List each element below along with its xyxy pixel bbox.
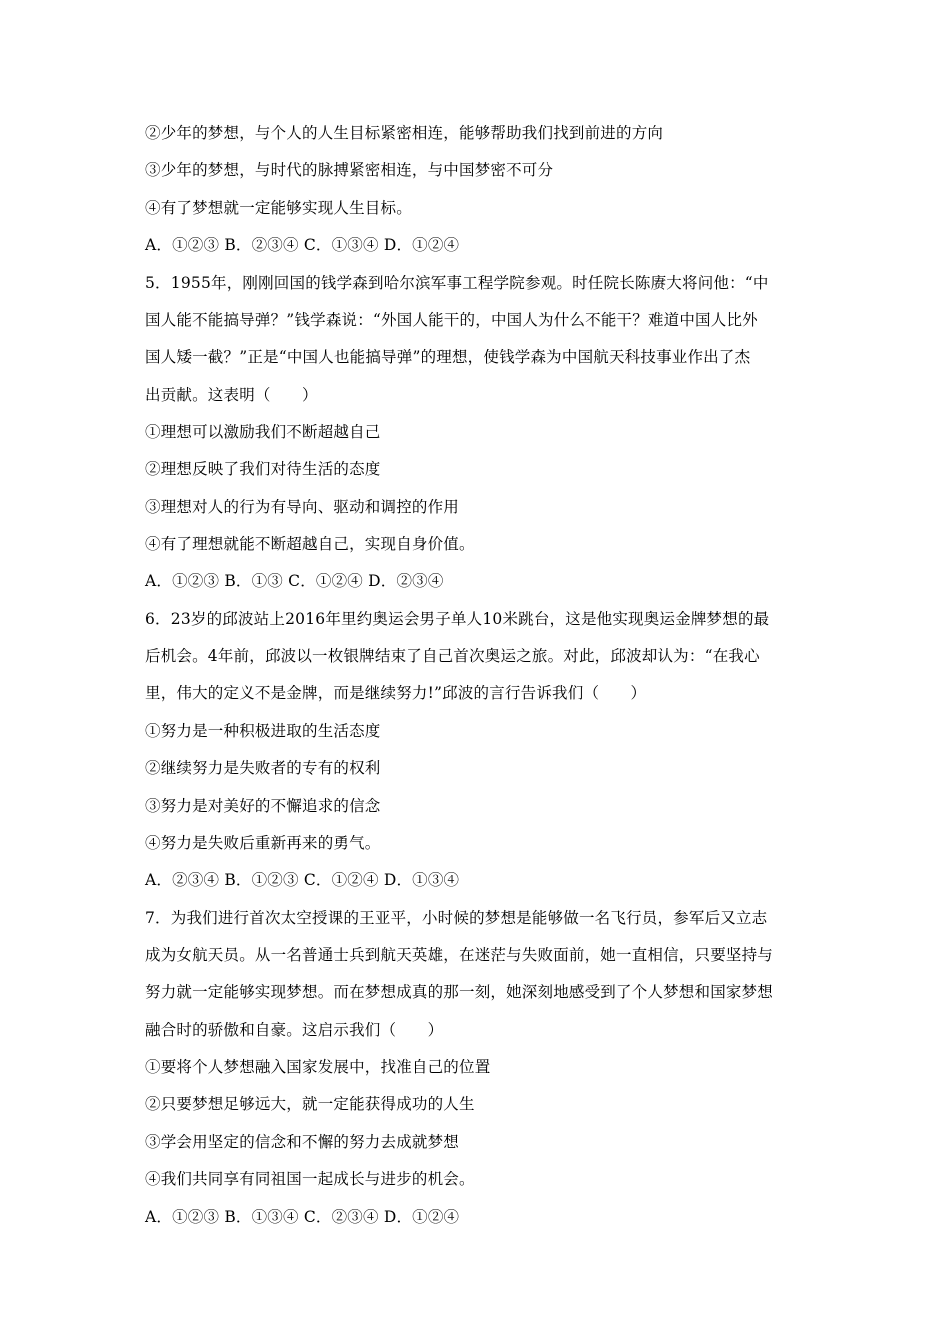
q6-stem-line-1: 6．23岁的邱波站上2016年里约奥运会男子单人10米跳台，这是他实现奥运金牌梦想的最 <box>145 610 770 628</box>
q6-stem-line-2: 后机会。4年前，邱波以一枚银牌结束了自己首次奥运之旅。对此，邱波却认为：“在我心 <box>145 647 760 665</box>
q7-stem-line-1: 7．为我们进行首次太空授课的王亚平，小时候的梦想是能够做一名飞行员，参军后又立志 <box>145 909 768 927</box>
q7-option-2: ②只要梦想足够远大，就一定能获得成功的人生 <box>145 1095 475 1113</box>
q7-stem-line-2: 成为女航天员。从一名普通士兵到航天英雄，在迷茫与失败面前，她一直相信，只要坚持与 <box>145 946 774 964</box>
q4-option-2: ②少年的梦想，与个人的人生目标紧密相连，能够帮助我们找到前进的方向 <box>145 124 664 142</box>
q5-stem-line-3: 国人矮一截？”正是“中国人也能搞导弹”的理想，使钱学森为中国航天科技事业作出了杰 <box>145 348 751 366</box>
q7-option-4: ④我们共同享有同祖国一起成长与进步的机会。 <box>145 1170 475 1188</box>
q5-option-2: ②理想反映了我们对待生活的态度 <box>145 460 381 478</box>
q5-option-3: ③理想对人的行为有导向、驱动和调控的作用 <box>145 498 460 516</box>
q5-option-4: ④有了理想就能不断超越自己，实现自身价值。 <box>145 535 475 553</box>
q5-stem-line-1: 5．1955年，刚刚回国的钱学森到哈尔滨军事工程学院参观。时任院长陈赓大将问他：“中 <box>145 274 769 292</box>
q5-stem-line-2: 国人能不能搞导弹？”钱学森说：“外国人能干的，中国人为什么不能干？难道中国人比外 <box>145 311 758 329</box>
q7-option-3: ③学会用坚定的信念和不懈的努力去成就梦想 <box>145 1133 460 1151</box>
q6-option-3: ③努力是对美好的不懈追求的信念 <box>145 797 381 815</box>
q4-answer-choices: A．①②③ B．②③④ C．①③④ D．①②④ <box>145 236 460 254</box>
q7-option-1: ①要将个人梦想融入国家发展中，找准自己的位置 <box>145 1058 491 1076</box>
q7-stem-line-3: 努力就一定能够实现梦想。而在梦想成真的那一刻，她深刻地感受到了个人梦想和国家梦想 <box>145 983 774 1001</box>
q4-option-4: ④有了梦想就一定能够实现人生目标。 <box>145 199 412 217</box>
q6-answer-choices: A．②③④ B．①②③ C．①②④ D．①③④ <box>145 871 460 889</box>
q5-answer-choices: A．①②③ B．①③ C．①②④ D．②③④ <box>145 572 444 590</box>
q7-stem-line-4: 融合时的骄傲和自豪。这启示我们（ ） <box>145 1021 444 1039</box>
q6-option-1: ①努力是一种积极进取的生活态度 <box>145 722 381 740</box>
q4-option-3: ③少年的梦想，与时代的脉搏紧密相连，与中国梦密不可分 <box>145 161 554 179</box>
q6-stem-line-3: 里，伟大的定义不是金牌，而是继续努力!”邱波的言行告诉我们（ ） <box>145 684 647 702</box>
q6-option-2: ②继续努力是失败者的专有的权利 <box>145 759 381 777</box>
q7-answer-choices: A．①②③ B．①③④ C．②③④ D．①②④ <box>145 1208 460 1226</box>
q6-option-4: ④努力是失败后重新再来的勇气。 <box>145 834 381 852</box>
q5-stem-line-4: 出贡献。这表明（ ） <box>145 386 318 404</box>
q5-option-1: ①理想可以激励我们不断超越自己 <box>145 423 381 441</box>
